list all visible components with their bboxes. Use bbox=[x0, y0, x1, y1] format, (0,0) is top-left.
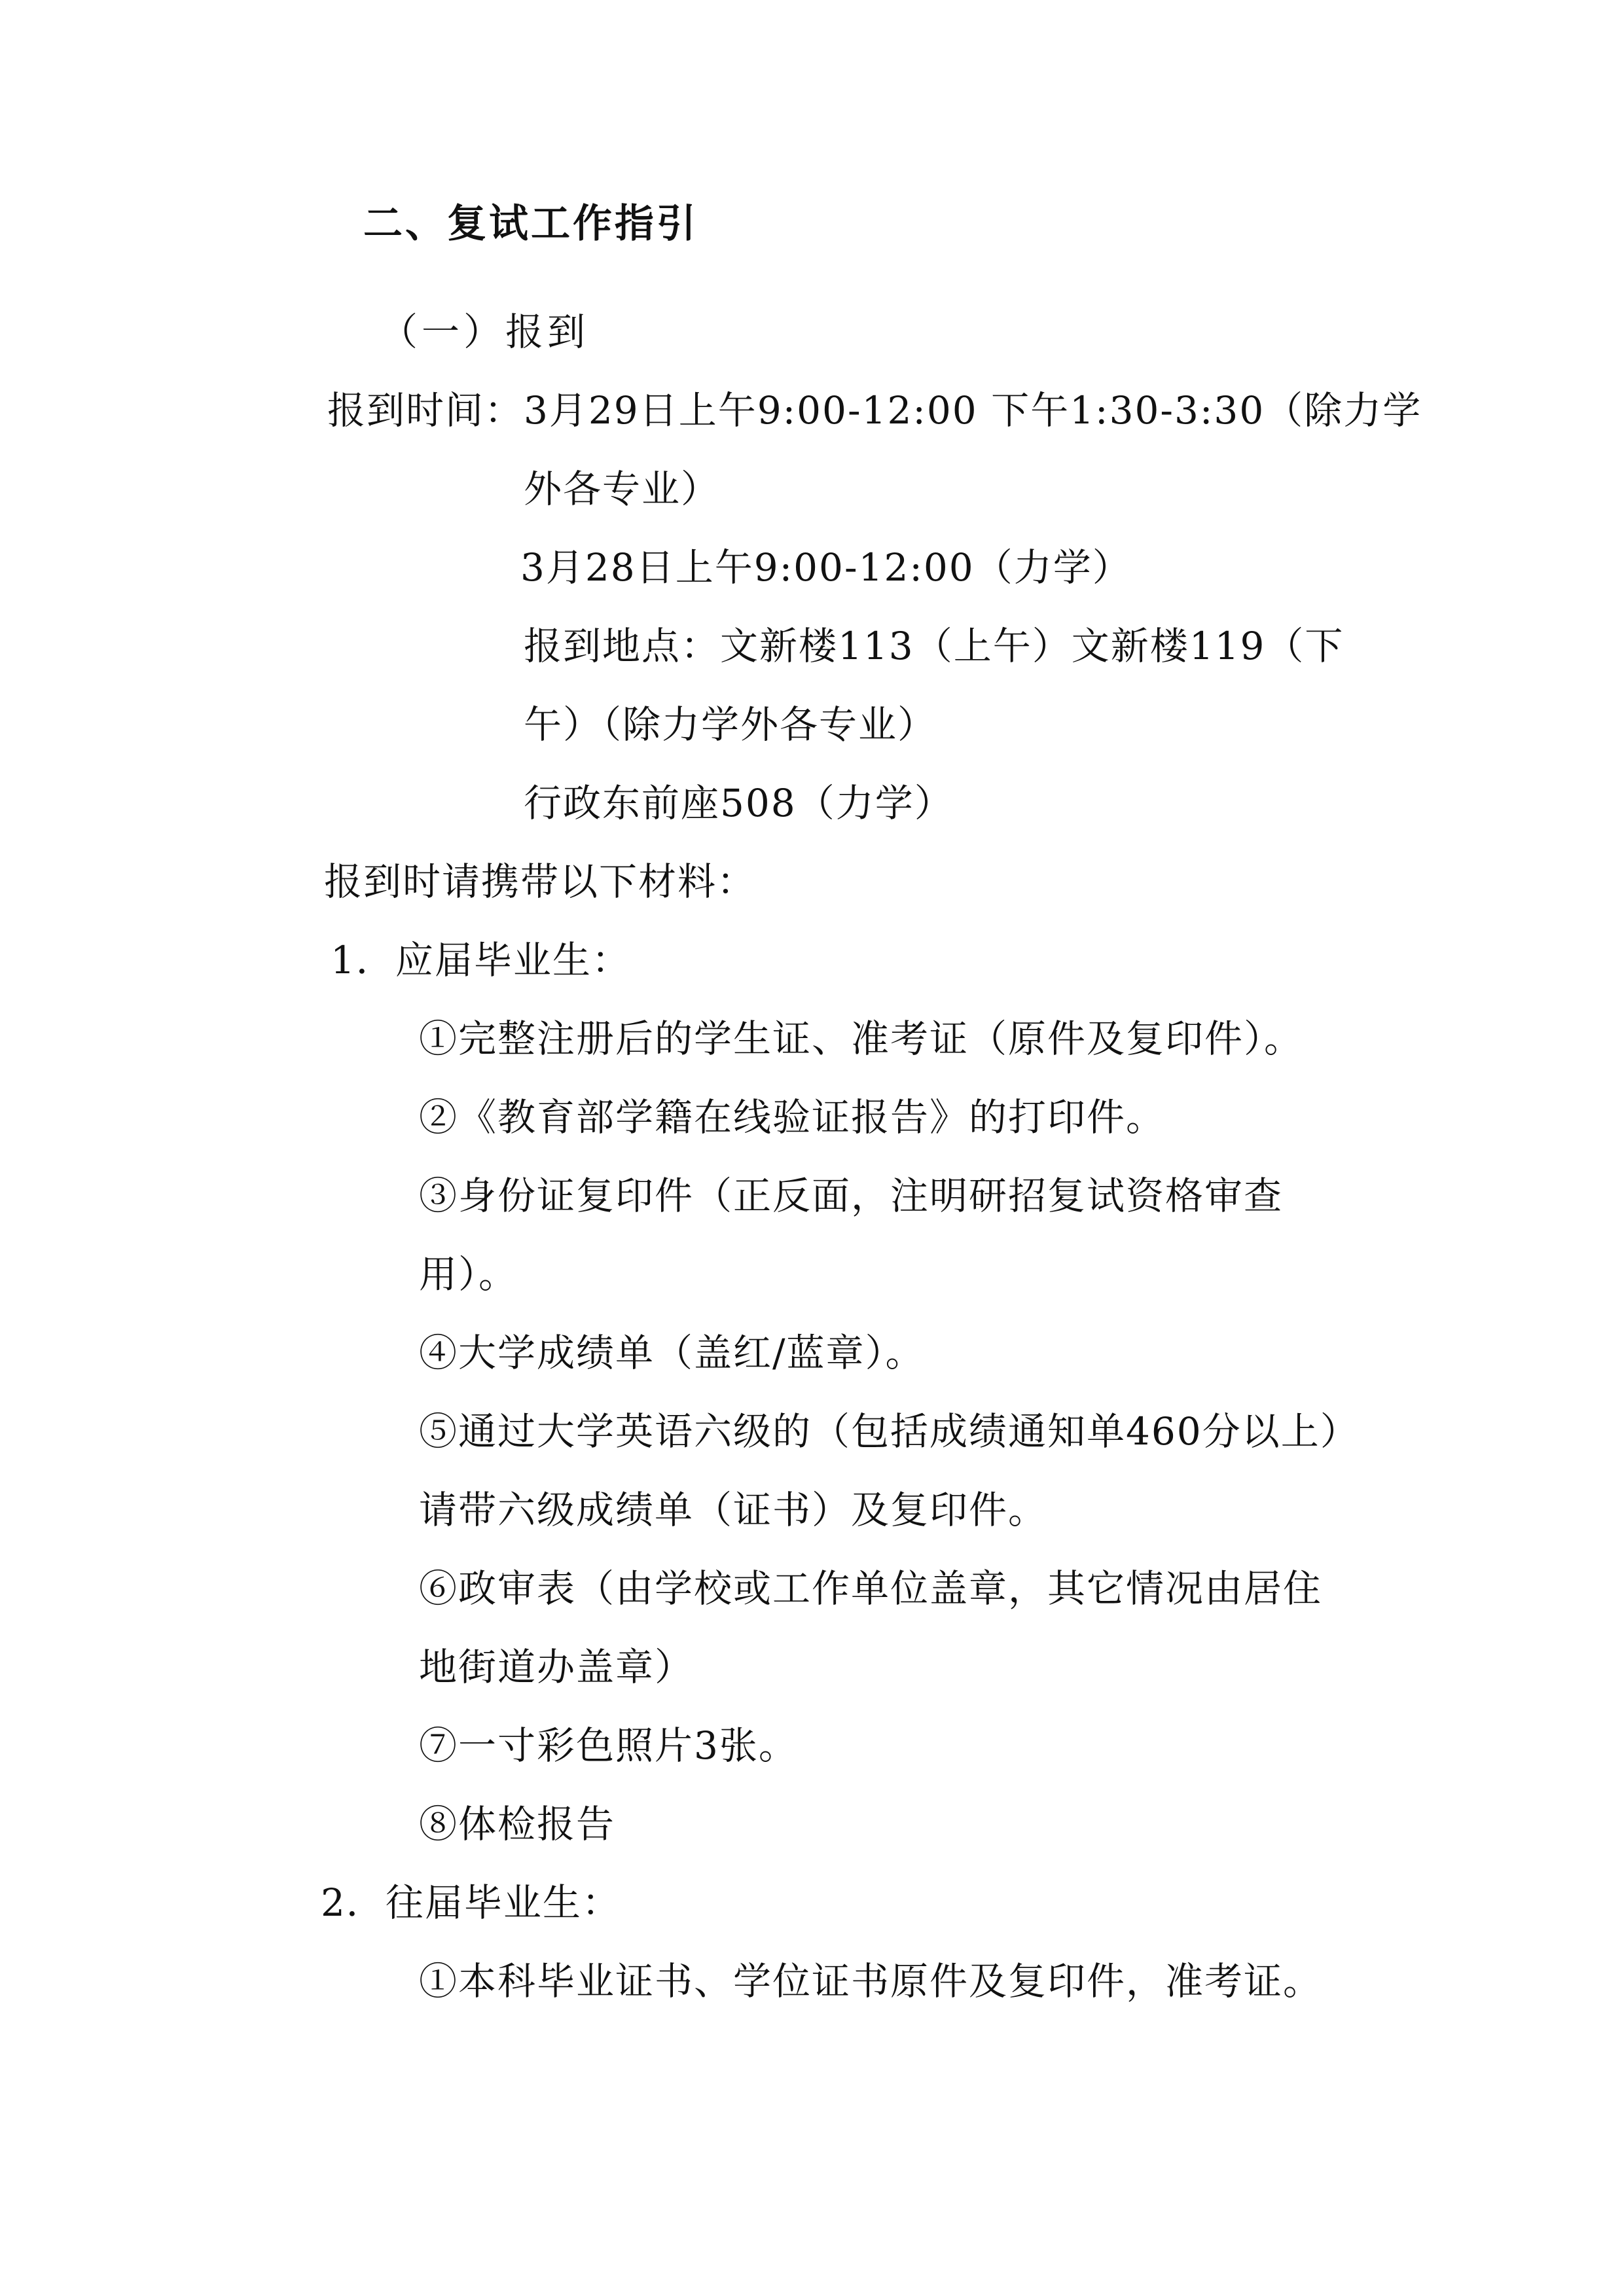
past-grads-heading: 2．往届毕业生： bbox=[321, 1880, 621, 1925]
report-place-line: 报到地点：文新楼113（上午）文新楼119（下 bbox=[524, 624, 1344, 668]
list-item: ⑦一寸彩色照片3张。 bbox=[419, 1723, 798, 1768]
list-item: ⑤通过大学英语六级的（包括成绩通知单460分以上） bbox=[419, 1409, 1360, 1454]
list-item-continuation: 请带六级成绩单（证书）及复印件。 bbox=[419, 1488, 1048, 1532]
list-item: ⑧体检报告 bbox=[419, 1802, 616, 1846]
report-place-continuation: 午）（除力学外各专业） bbox=[524, 702, 937, 747]
list-item: ①本科毕业证书、学位证书原件及复印件，准考证。 bbox=[419, 1959, 1323, 2003]
list-item: ①完整注册后的学生证、准考证（原件及复印件）。 bbox=[419, 1016, 1304, 1061]
report-time-mechanics: 3月28日上午9:00-12:00（力学） bbox=[520, 545, 1132, 590]
materials-intro: 报到时请携带以下材料： bbox=[324, 859, 757, 904]
report-place-mechanics: 行政东前座508（力学） bbox=[524, 781, 954, 825]
list-item: ③身份证复印件（正反面，注明研招复试资格审查 bbox=[419, 1174, 1284, 1218]
report-time-line: 报到时间：3月29日上午9:00-12:00 下午1:30-3:30（除力学 bbox=[327, 388, 1422, 433]
report-time-continuation: 外各专业） bbox=[524, 467, 721, 511]
subsection-title: （一）报到 bbox=[380, 310, 590, 354]
list-item: ②《教育部学籍在线验证报告》的打印件。 bbox=[419, 1095, 1166, 1139]
list-item: ④大学成绩单（盖红/蓝章）。 bbox=[419, 1331, 925, 1375]
list-item-continuation: 用）。 bbox=[419, 1252, 518, 1297]
list-item-continuation: 地街道办盖章） bbox=[419, 1645, 695, 1689]
fresh-grads-heading: 1．应届毕业生： bbox=[331, 938, 631, 982]
section-title: 二、复试工作指引 bbox=[363, 201, 698, 247]
list-item: ⑥政审表（由学校或工作单位盖章，其它情况由居住 bbox=[419, 1566, 1323, 1611]
